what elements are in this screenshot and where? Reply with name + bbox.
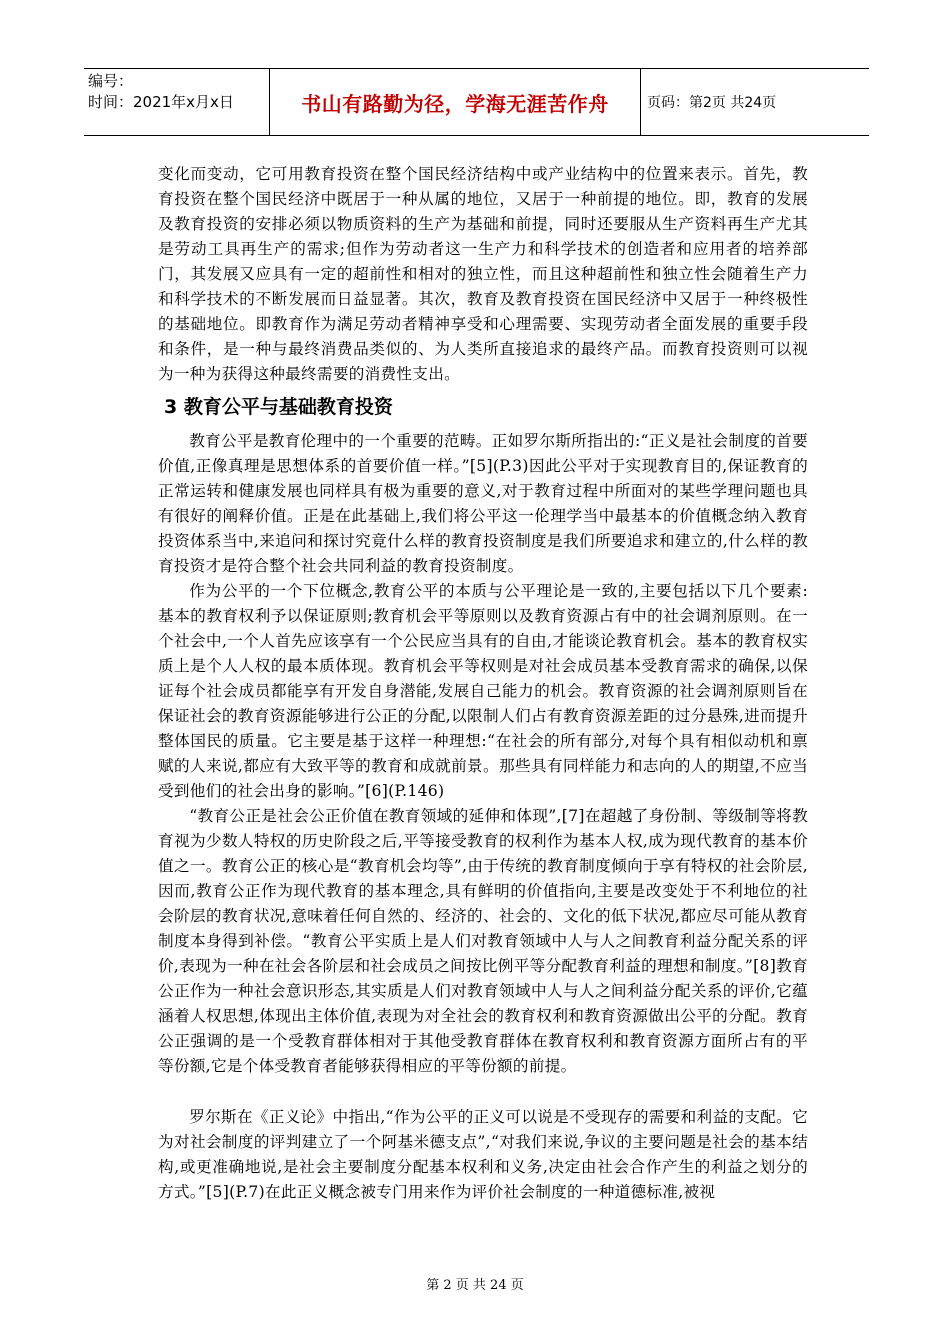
header-motto-cell [269,69,641,135]
paragraph-1: 教育公平是教育伦理中的一个重要的范畴。正如罗尔斯所指出的:“正义是社会制度的首要价值,正像真理是思想体系的首要价值一样。”[5](P.3)因此公平对于实现教育目的,保证教育的正常运转和健康发展也同样具有极为重要的意义,对于教育过程中所面对的某些学理问题也具有很好的阐释价值。正是在此基础上,我们将公平这一伦理学当中最基本的价值概念纳入教育投资体系当中,来追问和探讨究竟什么样的教育投资制度是我们所要追求和建立的,什么样的教育投资才是符合整个社会共同利益的教育投资制度。 [158,432,808,575]
section-heading: 3 教育公平与基础教育投资 [164,396,393,418]
paragraph-4: 罗尔斯在《正义论》中指出,“作为公平的正义可以说是不受现存的需要和利益的支配。它为对社会制度的评判建立了一个阿基米德支点”,“对我们来说,争议的主要问题是社会的基本结构,或更准确地说,是社会主要制度分配基本权利和义务,决定由社会合作产生的利益之划分的方式。”[5](P.7)在此正义概念被专门用来作为评价社会制度的一种道德标准,被视 [158,1108,808,1201]
header-meta-cell [84,69,269,135]
header-page-info: 页码：第2页 共24页 [647,95,777,111]
page-footer: 第 2 页 共 24 页 [426,1278,524,1293]
paragraph-spacer [158,1079,808,1105]
document-body [158,162,808,1205]
header-page-cell [641,69,869,135]
header-motto: 书山有路勤为径，学海无涯苦作舟 [301,91,609,116]
paragraph-2: 作为公平的一个下位概念,教育公平的本质与公平理论是一致的,主要包括以下几个要素:基本的教育权利予以保证原则;教育机会平等原则以及教育资源占有中的社会调剂原则。在一个社会中,一个人首先应该享有一个公民应当具有的自由,才能谈论教育机会。基本的教育权实质上是个人人权的最本质体现。教育机会平等权则是对社会成员基本受教育需求的确保,以保证每个社会成员都能享有开发自身潜能,发展自己能力的机会。教育资源的社会调剂原则旨在保证社会的教育资源能够进行公正的分配,以限制人们占有教育资源差距的过分悬殊,进而提升整体国民的质量。它主要是基于这样一种理想:“在社会的所有部分,对每个具有相似动机和禀赋的人来说,都应有大致平等的教育和成就前景。那些具有同样能力和志向的人的期望,不应当受到他们的社会出身的影响。”[6](P.146) [158,582,808,800]
paragraph-3: “教育公正是社会公正价值在教育领域的延伸和体现”,[7]在超越了身份制、等级制等将教育视为少数人特权的历史阶段之后,平等接受教育的权利作为基本人权,成为现代教育的基本价值之一。教育公正的核心是“教育机会均等”,由于传统的教育制度倾向于享有特权的社会阶层,因而,教育公正作为现代教育的基本理念,具有鲜明的价值指向,主要是改变处于不利地位的社会阶层的教育状况,意味着任何自然的、经济的、社会的、文化的低下状况,都应尽可能从教育制度本身得到补偿。“教育公平实质上是人们对教育领域中人与人之间教育利益分配关系的评价,表现为一种在社会各阶层和社会成员之间按比例平等分配教育利益的理想和制度。”[8]教育公正作为一种社会意识形态,其实质是人们对教育领域中人与人之间利益分配关系的评价,它蕴涵着人权思想,体现出主体价值,表现为对全社会的教育权利和教育资源做出公平的分配。教育公正强调的是一个受教育群体相对于其他受教育群体在教育权利和教育资源方面所占有的平等份额,它是个体受教育者能够获得相应的平等份额的前提。 [158,807,808,1075]
document-date-label: 时间：2021年x月x日 [88,93,234,111]
page-header [84,68,869,136]
paragraph-continuation: 变化而变动，它可用教育投资在整个国民经济结构中或产业结构中的位置来表示。首先，教育投资在整个国民经济中既居于一种从属的地位，又居于一种前提的地位。即，教育的发展及教育投资的安排必须以物质资料的生产为基础和前提，同时还要服从生产资料再生产尤其是劳动工具再生产的需求;但作为劳动者这一生产力和科学技术的创造者和应用者的培养部门，其发展又应具有一定的超前性和相对的独立性，而且这种超前性和独立性会随着生产力和科学技术的不断发展而日益显著。其次，教育及教育投资在国民经济中又居于一种终极性的基础地位。即教育作为满足劳动者精神享受和心理需要、实现劳动者全面发展的重要手段和条件，是一种与最终消费品类似的、为人类所直接追求的最终产品。而教育投资则可以视为一种为获得这种最终需要的消费性支出。 [158,165,808,383]
document-number-label: 编号： [88,72,134,90]
